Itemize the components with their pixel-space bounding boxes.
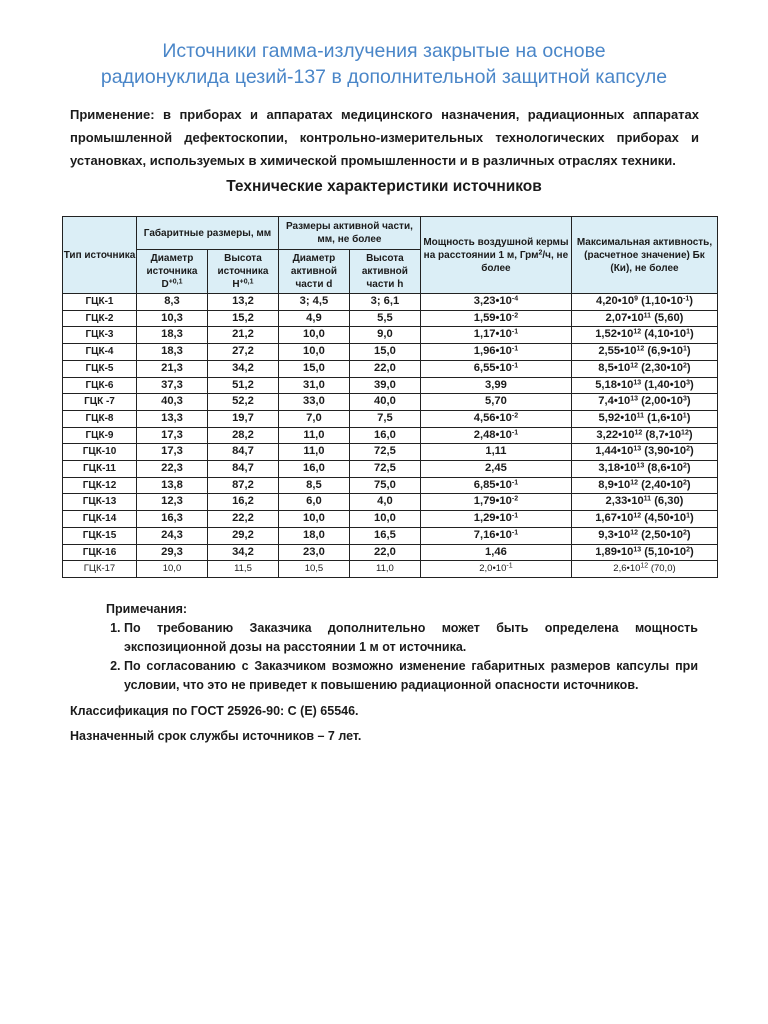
table-row: [63, 477, 718, 494]
cell-kerma-rate: $2,0•10^{-1}$: [420, 561, 571, 578]
cell-active-height: 16,5: [349, 527, 420, 544]
cell-height: 15,2: [207, 310, 278, 327]
cell-active-height: 40,0: [349, 394, 420, 411]
cell-diameter: 13,3: [137, 410, 208, 427]
cell-type: ГЦК-17: [63, 561, 137, 578]
document-title: [0, 38, 768, 90]
cell-kerma-rate: $4,56•10^{-2}$: [420, 410, 571, 427]
cell-max-activity: $7,4•10^{13}$ $(2,00•10^3)$: [571, 394, 717, 411]
cell-active-diameter: 10,5: [278, 561, 349, 578]
cell-kerma-rate: 3,99: [420, 377, 571, 394]
cell-kerma-rate: 1,11: [420, 444, 571, 461]
cell-kerma-rate: 1,46: [420, 544, 571, 561]
cell-active-height: 7,5: [349, 410, 420, 427]
table-body: [63, 294, 718, 578]
table-row: [63, 511, 718, 528]
classification-text: Классификация по ГОСТ 25926-90: С (Е) 65546.: [70, 704, 359, 718]
cell-active-height: 11,0: [349, 561, 420, 578]
cell-active-diameter: 3; 4,5: [278, 294, 349, 311]
specifications-table: [62, 216, 718, 578]
cell-diameter: 22,3: [137, 461, 208, 478]
cell-max-activity: $1,52•10^{12}$ $(4,10•10^1)$: [571, 327, 717, 344]
cell-height: 29,2: [207, 527, 278, 544]
cell-kerma-rate: $1,96•10^{-1}$: [420, 344, 571, 361]
notes-list: [106, 619, 698, 695]
cell-active-height: 9,0: [349, 327, 420, 344]
cell-type: ГЦК-4: [63, 344, 137, 361]
cell-diameter: 17,3: [137, 427, 208, 444]
cell-diameter: 10,0: [137, 561, 208, 578]
cell-kerma-rate: $1,29•10^{-1}$: [420, 511, 571, 528]
cell-height: 84,7: [207, 461, 278, 478]
cell-kerma-rate: $1,59•10^{-2}$: [420, 310, 571, 327]
cell-max-activity: $2,55•10^{12}$ $(6,9•10^1)$: [571, 344, 717, 361]
cell-active-diameter: 8,5: [278, 477, 349, 494]
cell-active-height: 3; 6,1: [349, 294, 420, 311]
cell-max-activity: $1,67•10^{12}$ $(4,50•10^1)$: [571, 511, 717, 528]
cell-active-diameter: 31,0: [278, 377, 349, 394]
cell-diameter: 40,3: [137, 394, 208, 411]
cell-active-diameter: 10,0: [278, 344, 349, 361]
cell-height: 28,2: [207, 427, 278, 444]
header-diameter: Диаметр источника $D^{+0,1}$: [137, 250, 208, 294]
table-title: Технические характеристики источников: [226, 178, 542, 195]
cell-active-height: 72,5: [349, 461, 420, 478]
cell-kerma-rate: $6,85•10^{-1}$: [420, 477, 571, 494]
cell-type: ГЦК-13: [63, 494, 137, 511]
cell-height: 84,7: [207, 444, 278, 461]
cell-type: ГЦК-16: [63, 544, 137, 561]
table-row: [63, 294, 718, 311]
cell-active-diameter: 11,0: [278, 427, 349, 444]
cell-height: 16,2: [207, 494, 278, 511]
header-active-height: Высота активной части h: [349, 250, 420, 294]
cell-active-height: 5,5: [349, 310, 420, 327]
cell-active-height: 15,0: [349, 344, 420, 361]
table-row: [63, 544, 718, 561]
cell-active-diameter: 7,0: [278, 410, 349, 427]
cell-kerma-rate: 2,45: [420, 461, 571, 478]
cell-diameter: 37,3: [137, 377, 208, 394]
cell-max-activity: $2,6•10^{12}$ (70,0): [571, 561, 717, 578]
table-row: [63, 461, 718, 478]
notes-section: [106, 600, 698, 695]
cell-active-diameter: 23,0: [278, 544, 349, 561]
cell-active-diameter: 15,0: [278, 360, 349, 377]
cell-active-diameter: 18,0: [278, 527, 349, 544]
cell-type: ГЦК-12: [63, 477, 137, 494]
cell-type: ГЦК-9: [63, 427, 137, 444]
cell-max-activity: $3,22•10^{12}$ $(8,7•10^{12})$: [571, 427, 717, 444]
cell-height: 52,2: [207, 394, 278, 411]
cell-active-height: 4,0: [349, 494, 420, 511]
cell-type: ГЦК-1: [63, 294, 137, 311]
cell-type: ГЦК-5: [63, 360, 137, 377]
table-row: [63, 377, 718, 394]
cell-active-diameter: 16,0: [278, 461, 349, 478]
cell-active-diameter: 33,0: [278, 394, 349, 411]
cell-diameter: 10,3: [137, 310, 208, 327]
cell-active-diameter: 6,0: [278, 494, 349, 511]
notes-heading: Примечания:: [106, 602, 188, 616]
cell-height: 21,2: [207, 327, 278, 344]
cell-active-height: 16,0: [349, 427, 420, 444]
cell-type: ГЦК-11: [63, 461, 137, 478]
cell-diameter: 18,3: [137, 327, 208, 344]
header-type: Тип источника: [63, 217, 137, 294]
cell-height: 27,2: [207, 344, 278, 361]
header-overall-dimensions: Габаритные размеры, мм: [137, 217, 279, 250]
cell-height: 51,2: [207, 377, 278, 394]
cell-diameter: 13,8: [137, 477, 208, 494]
cell-active-diameter: 4,9: [278, 310, 349, 327]
header-height: Высота источника $H^{+0,1}$: [207, 250, 278, 294]
cell-height: 87,2: [207, 477, 278, 494]
cell-height: 13,2: [207, 294, 278, 311]
cell-type: ГЦК-8: [63, 410, 137, 427]
table-row: [63, 394, 718, 411]
cell-max-activity: $8,5•10^{12}$ $(2,30•10^2)$: [571, 360, 717, 377]
cell-diameter: 17,3: [137, 444, 208, 461]
cell-type: ГЦК-3: [63, 327, 137, 344]
table-row: [63, 410, 718, 427]
table-row: [63, 494, 718, 511]
application-paragraph: Применение: в приборах и аппаратах медицинского назначения, радиационных аппаратах промышленной дефектоскопии, контрольно-измерительных технологических приборах и установках, используемых в химической промышленности и в различных отраслях техники.: [70, 107, 699, 168]
title-line-2: радионуклида цезий-137 в дополнительной защитной капсуле: [100, 66, 668, 88]
cell-type: ГЦК-15: [63, 527, 137, 544]
cell-max-activity: $5,92•10^{11}$ $(1,6•10^1)$: [571, 410, 717, 427]
cell-max-activity: $4,20•10^9$ $(1,10•10^{-1})$: [571, 294, 717, 311]
cell-kerma-rate: $1,79•10^{-2}$: [420, 494, 571, 511]
note-item: 1. По требованию Заказчика дополнительно может быть определена мощность экспозиционной дозы на расстоянии 1 м от источника.: [124, 619, 698, 657]
cell-diameter: 24,3: [137, 527, 208, 544]
cell-active-height: 22,0: [349, 360, 420, 377]
table-row: [63, 427, 718, 444]
cell-type: ГЦК-6: [63, 377, 137, 394]
cell-diameter: 8,3: [137, 294, 208, 311]
cell-height: 34,2: [207, 360, 278, 377]
header-active-dimensions: Размеры активной части, мм, не более: [278, 217, 420, 250]
cell-max-activity: $3,18•10^{13}$ $(8,6•10^2)$: [571, 461, 717, 478]
cell-diameter: 18,3: [137, 344, 208, 361]
note-item: 2. По согласованию с Заказчиком возможно изменение габаритных размеров капсулы при условии, что это не приведет к повышению радиационной опасности источников.: [124, 657, 698, 695]
cell-type: ГЦК -7: [63, 394, 137, 411]
cell-active-diameter: 10,0: [278, 327, 349, 344]
header-active-diameter: Диаметр активной части d: [278, 250, 349, 294]
cell-diameter: 12,3: [137, 494, 208, 511]
cell-active-diameter: 11,0: [278, 444, 349, 461]
table-row: [63, 310, 718, 327]
table-row: [63, 527, 718, 544]
cell-diameter: 16,3: [137, 511, 208, 528]
cell-type: ГЦК-14: [63, 511, 137, 528]
cell-kerma-rate: $2,48•10^{-1}$: [420, 427, 571, 444]
cell-max-activity: $2,07•10^{11}$ (5,60): [571, 310, 717, 327]
cell-active-height: 75,0: [349, 477, 420, 494]
cell-height: 11,5: [207, 561, 278, 578]
title-line-1: Источники гамма-излучения закрытые на основе: [162, 40, 606, 62]
cell-diameter: 21,3: [137, 360, 208, 377]
cell-active-height: 39,0: [349, 377, 420, 394]
cell-active-height: 22,0: [349, 544, 420, 561]
cell-kerma-rate: 5,70: [420, 394, 571, 411]
cell-max-activity: $2,33•10^{11}$ (6,30): [571, 494, 717, 511]
cell-max-activity: $1,44•10^{13}$ $(3,90•10^2)$: [571, 444, 717, 461]
table-row: [63, 561, 718, 578]
cell-active-height: 10,0: [349, 511, 420, 528]
table-row: [63, 327, 718, 344]
cell-max-activity: $9,3•10^{12}$ $(2,50•10^2)$: [571, 527, 717, 544]
service-life-text: Назначенный срок службы источников – 7 лет.: [70, 729, 362, 743]
cell-type: ГЦК-10: [63, 444, 137, 461]
cell-kerma-rate: $6,55•10^{-1}$: [420, 360, 571, 377]
header-max-activity: Максимальная активность, (расчетное значение) Бк (Ки), не более: [571, 217, 717, 294]
cell-kerma-rate: $1,17•10^{-1}$: [420, 327, 571, 344]
cell-kerma-rate: $7,16•10^{-1}$: [420, 527, 571, 544]
cell-active-height: 72,5: [349, 444, 420, 461]
cell-type: ГЦК-2: [63, 310, 137, 327]
cell-diameter: 29,3: [137, 544, 208, 561]
cell-active-diameter: 10,0: [278, 511, 349, 528]
cell-kerma-rate: $3,23•10^{-4}$: [420, 294, 571, 311]
cell-max-activity: $5,18•10^{13}$ $(1,40•10^3)$: [571, 377, 717, 394]
cell-height: 19,7: [207, 410, 278, 427]
table-row: [63, 344, 718, 361]
table-row: [63, 360, 718, 377]
cell-height: 34,2: [207, 544, 278, 561]
cell-height: 22,2: [207, 511, 278, 528]
cell-max-activity: $8,9•10^{12}$ $(2,40•10^2)$: [571, 477, 717, 494]
header-kerma-rate: Мощность воздушной кермы на расстоянии 1 м, Грм$^2$/ч, не более: [420, 217, 571, 294]
table-row: [63, 444, 718, 461]
cell-max-activity: $1,89•10^{13}$ $(5,10•10^2)$: [571, 544, 717, 561]
